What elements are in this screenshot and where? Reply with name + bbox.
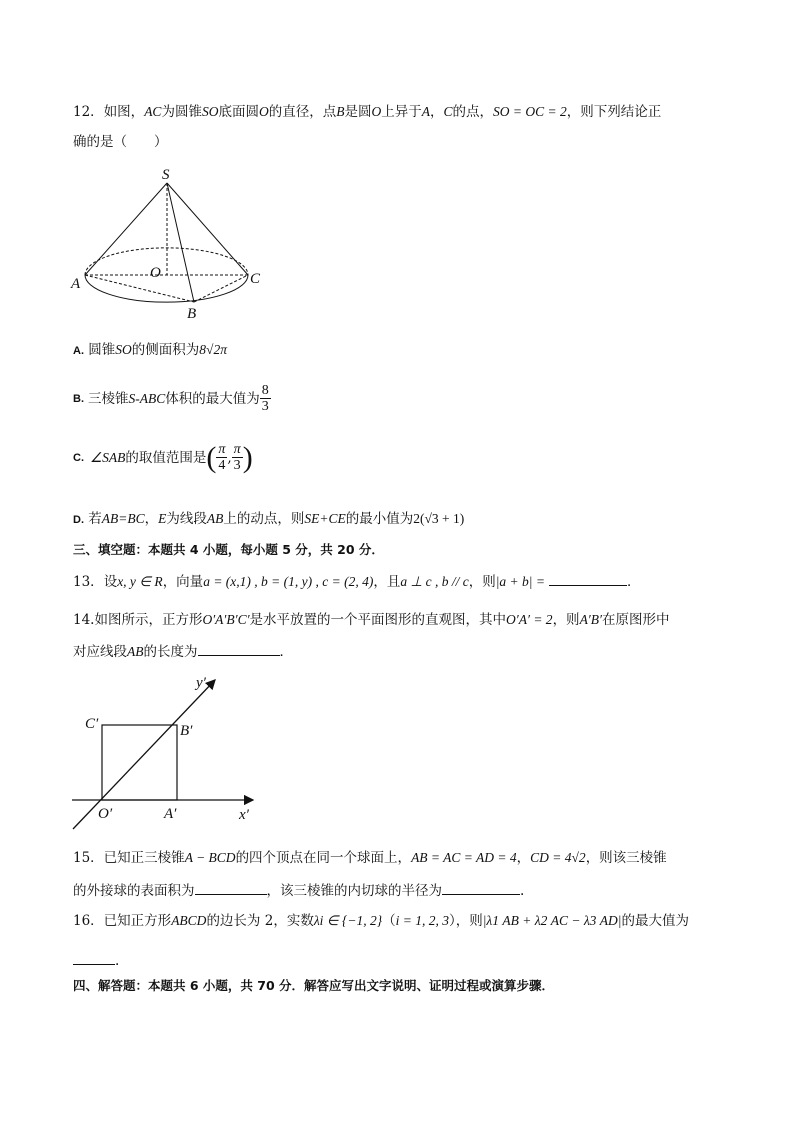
q14-math: O′A′ = 2 <box>506 612 553 627</box>
option-text: 三棱锥 <box>88 390 129 407</box>
y-axis <box>73 680 215 829</box>
frac-num: π <box>233 442 241 457</box>
cone-edge-sb <box>167 183 194 302</box>
q14-text: 对应线段 <box>73 644 127 660</box>
option-math: AB <box>206 511 224 526</box>
q13-math-magnitude: |a + b| = <box>495 574 545 589</box>
q12-option-a <box>73 341 227 360</box>
q16-text: 的边长为 2，实数 <box>206 913 314 929</box>
option-math: S-ABC <box>128 390 166 406</box>
frac-den: 3 <box>233 458 241 473</box>
q13-text: ，且 <box>373 574 401 590</box>
q12-math-c: C <box>443 104 453 119</box>
option-letter: B. <box>73 392 84 405</box>
option-text: 若 <box>88 511 102 527</box>
option-math: SE+CE <box>304 511 346 526</box>
q12-text: 为圆锥 <box>161 104 202 120</box>
q16-math: i = 1, 2, 3 <box>395 913 449 928</box>
open-paren: ( <box>206 440 217 474</box>
cone-chord-bc <box>194 275 248 302</box>
q12-text: 的直径，点 <box>268 104 337 120</box>
q12-text: 的点， <box>452 104 493 120</box>
label-b-prime: B′ <box>180 723 193 739</box>
q12-stem-line1 <box>73 103 661 121</box>
option-text: 圆锥 <box>88 342 116 358</box>
q12-math-ac: AC <box>144 104 162 119</box>
option-math: E <box>158 511 167 526</box>
label-s: S <box>162 167 170 183</box>
q13-math: x, y ∈ R <box>117 574 163 589</box>
q15-answer-blank-1[interactable] <box>195 880 267 895</box>
q15-text: 的外接球的表面积为 <box>73 883 195 899</box>
q15-text: 的四个顶点在同一个球面上， <box>235 850 412 866</box>
label-o-prime: O′ <box>98 806 113 822</box>
label-a: A <box>71 276 81 292</box>
q16-answer-blank[interactable] <box>73 950 115 965</box>
q13-text: ，向量 <box>162 574 204 590</box>
q13-text: 设 <box>103 574 118 590</box>
q15-line1 <box>73 849 667 867</box>
option-math: ∠SAB <box>90 449 126 465</box>
q15-math: AB = AC = AD = 4 <box>411 850 517 865</box>
option-letter: A. <box>73 345 84 357</box>
q12-text: 底面圆 <box>218 104 259 120</box>
option-text: 为线段 <box>166 511 207 527</box>
q16-math: ABCD <box>171 913 207 928</box>
q16-line1 <box>73 912 689 930</box>
label-a-prime: A′ <box>164 806 177 822</box>
label-c: C <box>250 271 261 287</box>
option-math: 8√2π <box>199 342 227 357</box>
frac-num: π <box>218 442 226 457</box>
q16-text: 的最大值为 <box>621 913 690 929</box>
q14-square-figure <box>65 672 265 832</box>
q15-end: . <box>520 883 525 899</box>
option-text: 的侧面积为 <box>131 342 200 358</box>
label-c-prime: C′ <box>85 716 99 732</box>
q12-number: 12． <box>73 104 104 120</box>
section-3-heading: 三、填空题：本题共 4 小题，每小题 5 分，共 20 分． <box>73 542 384 557</box>
q16-text: 16．已知正方形 <box>73 913 172 929</box>
fraction-8-3 <box>260 383 271 414</box>
q12-math-so: SO <box>201 104 219 119</box>
q12-text: ，则下列结论正 <box>566 104 662 120</box>
frac-num: 8 <box>261 383 269 398</box>
q16-end: . <box>115 953 120 969</box>
q14-math: O′A′B′C′ <box>202 612 250 627</box>
q13-end: ． <box>627 574 641 590</box>
label-b: B <box>187 306 197 322</box>
q16-math-expression: |λ1 AB + λ2 AC − λ3 AD| <box>482 913 622 928</box>
section-4-heading: 四、解答题：本题共 6 小题，共 70 分．解答应写出文字说明、证明过程或演算步骤． <box>73 978 555 993</box>
frac-den: 3 <box>261 399 269 414</box>
q12-text: 上异于 <box>381 104 422 120</box>
option-math: AB=BC <box>101 511 145 526</box>
q12-text: 如图， <box>103 104 145 120</box>
q13-answer-blank[interactable] <box>549 571 627 586</box>
q16-line2 <box>73 950 119 970</box>
q13 <box>73 571 641 591</box>
option-text: 体积的最大值为 <box>165 390 260 407</box>
option-math: SO <box>115 342 132 357</box>
q14-line2 <box>73 641 293 661</box>
q12-option-d <box>73 510 464 529</box>
option-letter: C. <box>73 451 84 464</box>
q12-math-o2: O <box>371 104 382 119</box>
label-x-prime: x′ <box>239 807 249 823</box>
q13-math-vectors: a = (x,1) , b = (1, y) , c = (2, 4) <box>203 574 374 589</box>
q12-math-o: O <box>258 104 269 119</box>
q15-answer-blank-2[interactable] <box>442 880 520 895</box>
separator: , <box>227 449 232 466</box>
cone-base-front <box>85 275 248 302</box>
q12-cone-figure <box>70 160 270 325</box>
q12-math-eq: SO = OC = 2 <box>492 104 567 119</box>
label-y-prime: y′ <box>196 675 206 691</box>
close-paren: ) <box>242 440 253 474</box>
q13-math-conditions: a ⊥ c , b // c <box>400 574 469 589</box>
frac-den: 4 <box>218 458 226 473</box>
q14-text: 在原图形中 <box>601 612 670 628</box>
q15-text: ，则该三棱锥 <box>585 850 667 866</box>
q14-text: 的长度为 <box>143 644 198 660</box>
option-letter: D. <box>73 514 84 526</box>
q16-text: ），则 <box>448 913 483 929</box>
option-text: 的最小值为 <box>345 511 414 527</box>
q12-option-c <box>73 442 253 473</box>
option-text: 的取值范围是 <box>125 449 207 466</box>
label-o: O <box>150 265 161 281</box>
q15-math: A − BCD <box>184 850 236 865</box>
q15-text: ，该三棱锥的内切球的半径为 <box>266 883 442 899</box>
q16-text: （ <box>382 913 396 929</box>
option-math: 2(√3 + 1) <box>413 511 465 526</box>
q13-number: 13． <box>73 574 104 590</box>
q15-text: 15．已知正三棱锥 <box>73 850 185 866</box>
q12-text: ， <box>429 104 444 120</box>
q14-answer-blank[interactable] <box>198 641 280 656</box>
fraction-pi-3 <box>232 442 243 473</box>
q14-line1 <box>73 611 669 629</box>
q14-math: AB <box>127 644 144 659</box>
q14-text: 是水平放置的一个平面图形的直观图，其中 <box>249 612 507 628</box>
square-oabc <box>102 725 177 800</box>
q12-math-a: A <box>421 104 430 119</box>
q12-option-b <box>73 383 271 414</box>
fraction-pi-4 <box>216 442 227 473</box>
q14-math: A′B′ <box>579 612 602 627</box>
q16-math: λi ∈ {−1, 2} <box>313 913 383 928</box>
q13-text: ，则 <box>468 574 496 590</box>
q12-text: 是圆 <box>344 104 372 120</box>
cone-edge-sa <box>85 183 167 275</box>
q14-text: ，则 <box>552 612 580 628</box>
q15-line2 <box>73 880 524 900</box>
option-text: ， <box>144 511 159 527</box>
q14-text: 14.如图所示，正方形 <box>73 612 203 628</box>
cone-chord-ab <box>85 275 194 302</box>
q12-stem-line2: 确的是（ ） <box>73 134 168 150</box>
q12-math-b: B <box>336 104 345 119</box>
q15-text: ， <box>516 850 531 866</box>
q14-end: ． <box>279 644 293 660</box>
option-text: 上的动点，则 <box>223 511 305 527</box>
q15-math: CD = 4√2 <box>530 850 586 865</box>
